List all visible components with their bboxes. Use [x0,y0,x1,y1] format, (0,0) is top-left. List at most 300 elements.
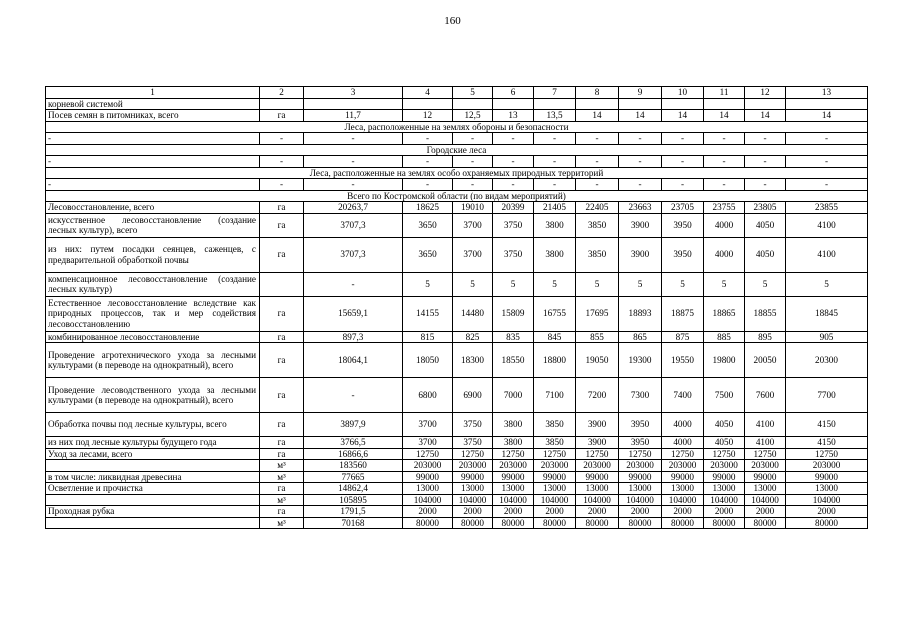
unit-cell: га [260,343,304,378]
value-cell: 12750 [786,448,868,460]
value-cell: 3800 [534,213,576,237]
value-cell: 2000 [453,506,493,518]
value-cell: 3950 [619,413,662,437]
value-cell: - [619,133,662,145]
value-cell: 4150 [786,437,868,449]
value-cell: 855 [576,331,619,343]
value-cell: 3950 [662,213,704,237]
value-cell: - [576,156,619,168]
value-cell: 3800 [534,237,576,272]
value-cell: 3700 [403,437,453,449]
value-cell: - [403,179,453,191]
value-cell: 80000 [619,517,662,529]
value-cell: 99000 [403,471,453,483]
value-cell: 4150 [786,413,868,437]
table-row [46,448,868,460]
measure-name-cell: Осветление и прочистка [46,483,260,495]
column-number-cell: 13 [786,87,868,99]
table-row [46,98,868,110]
table-row [46,460,868,472]
value-cell: 203000 [453,460,493,472]
value-cell: 203000 [619,460,662,472]
value-cell: 18064,1 [304,343,403,378]
table-row [46,156,868,168]
value-cell: 4000 [704,213,745,237]
value-cell: 12750 [662,448,704,460]
value-cell: 19010 [453,202,493,214]
value-cell: 104000 [403,494,453,506]
measure-name-cell: из них под лесные культуры будущего года [46,437,260,449]
value-cell: 5 [704,272,745,296]
value-cell: - [786,133,868,145]
measure-name-cell [46,494,260,506]
value-cell: 2000 [534,506,576,518]
table-row [46,517,868,529]
value-cell: 104000 [619,494,662,506]
value-cell: 99000 [576,471,619,483]
value-cell: 3900 [576,413,619,437]
value-cell: 22405 [576,202,619,214]
unit-cell: м³ [260,471,304,483]
unit-cell: га [260,378,304,413]
value-cell: 23855 [786,202,868,214]
value-cell: - [786,179,868,191]
value-cell: 18893 [619,296,662,331]
value-cell: 3800 [493,437,534,449]
value-cell: - [576,133,619,145]
value-cell: 80000 [534,517,576,529]
value-cell: 13000 [403,483,453,495]
value-cell: 23755 [704,202,745,214]
measure-name-cell: Лесовосстановление, всего [46,202,260,214]
value-cell [576,98,619,110]
page-number: 160 [444,15,461,27]
value-cell: 104000 [745,494,786,506]
value-cell: 3707,3 [304,213,403,237]
value-cell: - [493,179,534,191]
value-cell: 18550 [493,343,534,378]
value-cell: 5 [534,272,576,296]
value-cell: 4050 [704,413,745,437]
value-cell: 12750 [453,448,493,460]
column-number-cell: 8 [576,87,619,99]
value-cell: 15809 [493,296,534,331]
value-cell: 12750 [534,448,576,460]
value-cell: 3950 [619,437,662,449]
value-cell: 7100 [534,378,576,413]
value-cell: 23805 [745,202,786,214]
value-cell: 5 [403,272,453,296]
value-cell: 80000 [704,517,745,529]
value-cell: 203000 [786,460,868,472]
value-cell: 2000 [786,506,868,518]
value-cell: 99000 [745,471,786,483]
unit-cell: - [260,179,304,191]
value-cell: 13000 [745,483,786,495]
measure-name-cell: Обработка почвы под лесные культуры, всего [46,413,260,437]
table-row [46,437,868,449]
value-cell: 1791,5 [304,506,403,518]
table-row [46,378,868,413]
value-cell: 14 [704,110,745,122]
table-row [46,494,868,506]
value-cell: 905 [786,331,868,343]
value-cell: 12750 [745,448,786,460]
value-cell: - [453,133,493,145]
column-number-cell: 4 [403,87,453,99]
measure-name-cell [46,517,260,529]
value-cell: 4100 [786,237,868,272]
value-cell: - [662,156,704,168]
value-cell: 18855 [745,296,786,331]
value-cell: 3950 [662,237,704,272]
table-row [46,343,868,378]
value-cell: 80000 [493,517,534,529]
value-cell: 14480 [453,296,493,331]
measure-name-cell: компенсационное лесовосстановление (создание лесных культур) [46,272,260,296]
value-cell: 6800 [403,378,453,413]
value-cell: 104000 [493,494,534,506]
value-cell: 12750 [704,448,745,460]
value-cell: 3750 [453,437,493,449]
value-cell: 19550 [662,343,704,378]
value-cell: 5 [453,272,493,296]
unit-cell: га [260,331,304,343]
value-cell: - [304,133,403,145]
value-cell: 13000 [576,483,619,495]
measure-name-cell: комбинированное лесовосстановление [46,331,260,343]
value-cell: 203000 [403,460,453,472]
value-cell [534,98,576,110]
column-number-cell: 3 [304,87,403,99]
value-cell: 7500 [704,378,745,413]
section-header-row [46,121,868,133]
value-cell: 7000 [493,378,534,413]
value-cell: 5 [745,272,786,296]
value-cell: 815 [403,331,453,343]
value-cell: 20263,7 [304,202,403,214]
value-cell: 104000 [453,494,493,506]
value-cell: 18300 [453,343,493,378]
value-cell: 80000 [745,517,786,529]
value-cell [704,98,745,110]
value-cell: 14 [662,110,704,122]
measure-name-cell: Проведение агротехнического ухода за лесными культурами (в переводе на однократный), всего [46,343,260,378]
value-cell: - [704,156,745,168]
value-cell: 4000 [662,413,704,437]
value-cell: 7300 [619,378,662,413]
measure-name-cell: Проходная рубка [46,506,260,518]
value-cell: 99000 [619,471,662,483]
value-cell: 3900 [619,237,662,272]
value-cell: 77665 [304,471,403,483]
value-cell: 203000 [576,460,619,472]
unit-cell: га [260,437,304,449]
value-cell: 80000 [403,517,453,529]
value-cell: 18800 [534,343,576,378]
table-row [46,506,868,518]
column-number-cell: 7 [534,87,576,99]
value-cell: - [576,179,619,191]
value-cell: 5 [619,272,662,296]
unit-cell: м³ [260,494,304,506]
measure-name-cell: из них: путем посадки сеянцев, саженцев, с предварительной обработкой почвы [46,237,260,272]
value-cell: 203000 [704,460,745,472]
value-cell: 14 [786,110,868,122]
value-cell: 105895 [304,494,403,506]
value-cell: - [453,179,493,191]
value-cell: 70168 [304,517,403,529]
column-number-cell: 10 [662,87,704,99]
value-cell: 12750 [576,448,619,460]
value-cell: 5 [786,272,868,296]
value-cell: 13,5 [534,110,576,122]
value-cell: 13000 [453,483,493,495]
value-cell: 13000 [662,483,704,495]
value-cell: 7700 [786,378,868,413]
value-cell: 80000 [786,517,868,529]
value-cell: 104000 [786,494,868,506]
section-title: Всего по Костромской области (по видам мероприятий) [46,190,868,202]
value-cell: 14 [745,110,786,122]
value-cell: 12,5 [453,110,493,122]
value-cell: - [704,179,745,191]
value-cell: 3850 [576,213,619,237]
value-cell: 3707,3 [304,237,403,272]
unit-cell: га [260,413,304,437]
value-cell: - [493,133,534,145]
value-cell: - [304,378,403,413]
value-cell: 19300 [619,343,662,378]
value-cell [745,98,786,110]
value-cell: 3766,5 [304,437,403,449]
section-header-row [46,144,868,156]
value-cell: - [304,179,403,191]
value-cell: 13000 [704,483,745,495]
value-cell: 21405 [534,202,576,214]
value-cell: 14 [576,110,619,122]
value-cell: 5 [576,272,619,296]
section-title: Леса, расположенные на землях особо охраняемых природных территорий [46,167,868,179]
value-cell: 104000 [576,494,619,506]
value-cell: - [619,179,662,191]
value-cell: 20399 [493,202,534,214]
value-cell: 14862,4 [304,483,403,495]
value-cell: 99000 [493,471,534,483]
table-row [46,296,868,331]
value-cell: 3700 [453,237,493,272]
value-cell: 203000 [662,460,704,472]
measure-name-cell: искусственное лесовосстановление (создание лесных культур), всего [46,213,260,237]
column-number-row [46,87,868,99]
table-row [46,331,868,343]
value-cell: - [493,156,534,168]
value-cell [304,98,403,110]
value-cell: 3750 [453,413,493,437]
value-cell: 18050 [403,343,453,378]
value-cell: 18875 [662,296,704,331]
value-cell: 104000 [662,494,704,506]
measure-name-cell: - [46,133,260,145]
value-cell: 183560 [304,460,403,472]
value-cell: 11,7 [304,110,403,122]
value-cell: 4000 [662,437,704,449]
value-cell: - [534,156,576,168]
value-cell: 3800 [493,413,534,437]
value-cell: - [304,156,403,168]
value-cell: 18845 [786,296,868,331]
value-cell [786,98,868,110]
value-cell: 5 [493,272,534,296]
value-cell: 3750 [493,237,534,272]
value-cell: 14 [619,110,662,122]
measure-name-cell: Проведение лесоводственного ухода за лесными культурами (в переводе на однократный), всего [46,378,260,413]
value-cell: 4050 [704,437,745,449]
value-cell: 13000 [786,483,868,495]
value-cell: 80000 [453,517,493,529]
value-cell: - [534,179,576,191]
column-number-cell: 6 [493,87,534,99]
value-cell: 7200 [576,378,619,413]
unit-cell: - [260,156,304,168]
value-cell: 20050 [745,343,786,378]
value-cell: 2000 [576,506,619,518]
value-cell: 3900 [576,437,619,449]
value-cell: 13000 [493,483,534,495]
value-cell: 3900 [619,213,662,237]
value-cell: 825 [453,331,493,343]
value-cell: 3850 [534,437,576,449]
value-cell: 14155 [403,296,453,331]
value-cell: 203000 [745,460,786,472]
value-cell: 895 [745,331,786,343]
value-cell: 13 [493,110,534,122]
value-cell: - [403,156,453,168]
value-cell: 12750 [619,448,662,460]
value-cell: - [745,133,786,145]
value-cell: - [534,133,576,145]
unit-cell: га [260,202,304,214]
value-cell: 3750 [493,213,534,237]
value-cell: 3700 [403,413,453,437]
table-row [46,110,868,122]
value-cell: 99000 [704,471,745,483]
table-body [46,98,868,529]
table-row [46,483,868,495]
table-row [46,272,868,296]
unit-cell: м³ [260,460,304,472]
value-cell: 15659,1 [304,296,403,331]
value-cell: 12750 [403,448,453,460]
value-cell: 2000 [704,506,745,518]
value-cell: 2000 [662,506,704,518]
unit-cell: м³ [260,517,304,529]
unit-cell: га [260,483,304,495]
unit-cell: га [260,110,304,122]
section-header-row [46,167,868,179]
measure-name-cell: - [46,156,260,168]
unit-cell: га [260,506,304,518]
value-cell: 4100 [745,413,786,437]
value-cell: 4100 [745,437,786,449]
column-number-cell: 12 [745,87,786,99]
value-cell: 897,3 [304,331,403,343]
value-cell: 17695 [576,296,619,331]
value-cell: 99000 [662,471,704,483]
unit-cell: га [260,237,304,272]
table-row [46,202,868,214]
table-row [46,179,868,191]
value-cell [453,98,493,110]
value-cell: 7600 [745,378,786,413]
unit-cell [260,272,304,296]
section-title: Городские леса [46,144,868,156]
value-cell: 4050 [745,237,786,272]
value-cell: 99000 [786,471,868,483]
measure-name-cell: в том числе: ликвидная древесина [46,471,260,483]
value-cell: 4000 [704,237,745,272]
value-cell: 12750 [493,448,534,460]
value-cell: 18865 [704,296,745,331]
value-cell: 16755 [534,296,576,331]
value-cell: 6900 [453,378,493,413]
value-cell: 7400 [662,378,704,413]
column-number-cell: 5 [453,87,493,99]
table-row [46,237,868,272]
unit-cell: га [260,448,304,460]
value-cell: 23663 [619,202,662,214]
value-cell: 19050 [576,343,619,378]
value-cell: 203000 [534,460,576,472]
value-cell: 3700 [453,213,493,237]
measure-name-cell: Естественное лесовосстановление вследствие как природных процессов, так и мер содействия лесовосстановлению [46,296,260,331]
value-cell: 2000 [619,506,662,518]
value-cell: 104000 [704,494,745,506]
value-cell: 19800 [704,343,745,378]
value-cell: - [745,156,786,168]
unit-cell: га [260,296,304,331]
value-cell [403,98,453,110]
value-cell: 3650 [403,213,453,237]
value-cell: 4100 [786,213,868,237]
value-cell: - [786,156,868,168]
value-cell: 80000 [662,517,704,529]
table-row [46,133,868,145]
value-cell: - [304,272,403,296]
value-cell: 99000 [453,471,493,483]
value-cell: - [453,156,493,168]
forest-measures-table [45,86,868,529]
value-cell: 2000 [493,506,534,518]
value-cell [619,98,662,110]
value-cell: 3850 [576,237,619,272]
column-number-cell: 2 [260,87,304,99]
value-cell: 12 [403,110,453,122]
unit-cell: га [260,213,304,237]
value-cell: 5 [662,272,704,296]
value-cell: 13000 [619,483,662,495]
value-cell: 875 [662,331,704,343]
value-cell: 18625 [403,202,453,214]
value-cell: - [704,133,745,145]
value-cell: 16866,6 [304,448,403,460]
value-cell: 13000 [534,483,576,495]
unit-cell: - [260,133,304,145]
value-cell: 80000 [576,517,619,529]
table-row [46,213,868,237]
value-cell: 845 [534,331,576,343]
value-cell: 865 [619,331,662,343]
